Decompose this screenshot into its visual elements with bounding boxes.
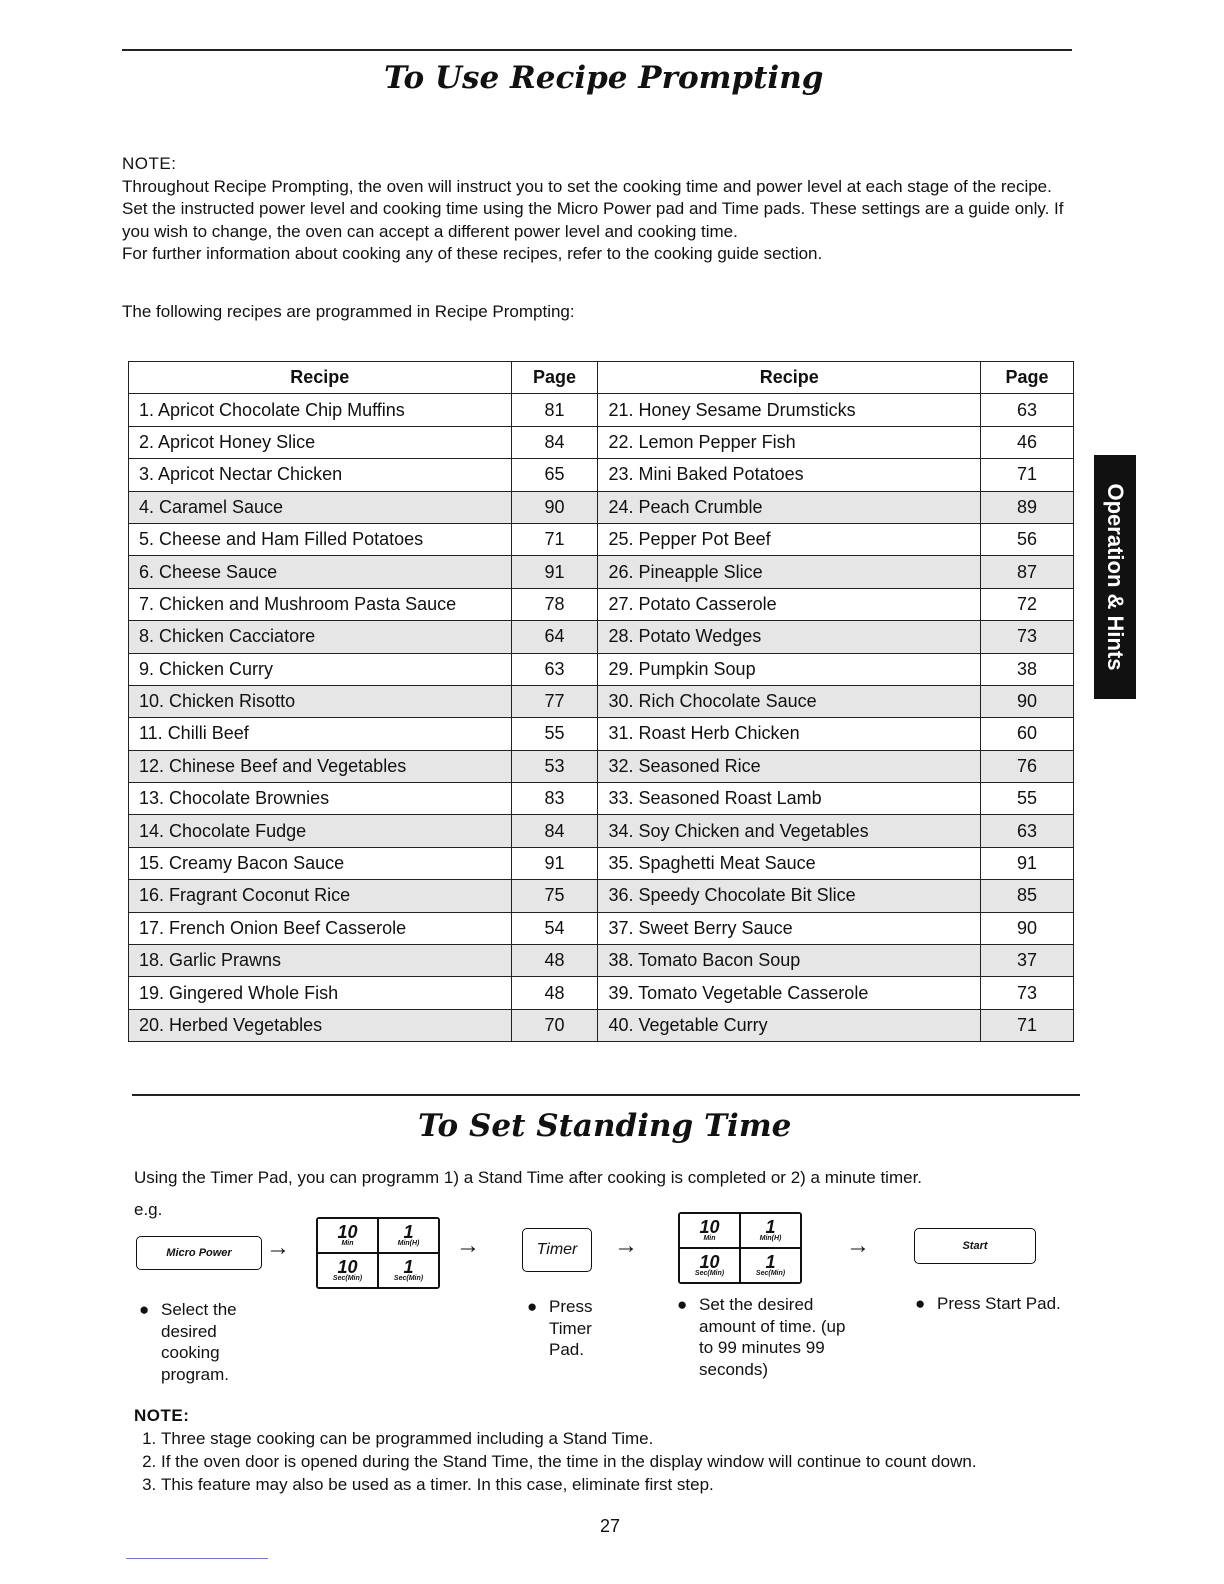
- recipe-left-cell: 18. Garlic Prawns: [129, 945, 512, 977]
- recipe-left-cell: 8. Chicken Cacciatore: [129, 621, 512, 653]
- page-left-cell: 48: [511, 945, 598, 977]
- page-left-cell: 77: [511, 685, 598, 717]
- table-row: [129, 750, 1074, 782]
- table-row: [129, 783, 1074, 815]
- recipe-right-cell: 36. Speedy Chocolate Bit Slice: [598, 880, 981, 912]
- page-right-cell: 87: [981, 556, 1074, 588]
- recipe-left-cell: 2. Apricot Honey Slice: [129, 426, 512, 458]
- recipe-left-cell: 16. Fragrant Coconut Rice: [129, 880, 512, 912]
- header-recipe-left: Recipe: [129, 362, 512, 394]
- page-right-cell: 63: [981, 815, 1074, 847]
- page-left-cell: 81: [511, 394, 598, 426]
- table-row: [129, 523, 1074, 555]
- recipe-right-cell: 38. Tomato Bacon Soup: [598, 945, 981, 977]
- arrow-icon: →: [614, 1232, 638, 1259]
- page-right-cell: 71: [981, 1009, 1074, 1041]
- step-2-text: Press Timer Pad.: [549, 1297, 593, 1359]
- table-row: [129, 653, 1074, 685]
- bullet-icon: ●: [677, 1295, 688, 1314]
- recipe-right-cell: 26. Pineapple Slice: [598, 556, 981, 588]
- page-left-cell: 78: [511, 588, 598, 620]
- ten-sec-label: Sec(Min): [332, 1274, 363, 1282]
- ten-sec-label-2: Sec(Min): [694, 1269, 725, 1277]
- table-row: [129, 621, 1074, 653]
- recipe-left-cell: 17. French Onion Beef Casserole: [129, 912, 512, 944]
- time-pad-grid-2[interactable]: [678, 1212, 802, 1284]
- recipe-table: [128, 361, 1074, 1042]
- recipe-left-cell: 4. Caramel Sauce: [129, 491, 512, 523]
- page-right-cell: 55: [981, 783, 1074, 815]
- arrow-icon: →: [846, 1232, 870, 1259]
- recipe-right-cell: 40. Vegetable Curry: [598, 1009, 981, 1041]
- page-right-cell: 38: [981, 653, 1074, 685]
- page-left-cell: 65: [511, 459, 598, 491]
- middle-rule: [132, 1094, 1080, 1096]
- one-sec-pad[interactable]: [378, 1253, 439, 1288]
- recipe-left-cell: 9. Chicken Curry: [129, 653, 512, 685]
- step-3: [677, 1294, 864, 1380]
- table-row: [129, 718, 1074, 750]
- one-sec-label-2: Sec(Min): [755, 1269, 786, 1277]
- one-min-value-2: 1: [765, 1216, 776, 1237]
- recipe-right-cell: 27. Potato Casserole: [598, 588, 981, 620]
- side-tab-label: Operation & Hints: [1103, 483, 1128, 671]
- page-right-cell: 73: [981, 977, 1074, 1009]
- recipe-right-cell: 22. Lemon Pepper Fish: [598, 426, 981, 458]
- page-right-cell: 60: [981, 718, 1074, 750]
- step-1-text: Select the desired cooking program.: [161, 1300, 237, 1384]
- recipe-prompting-note: [122, 153, 1082, 266]
- time-pad-grid[interactable]: [316, 1217, 440, 1289]
- note-text: Throughout Recipe Prompting, the oven will instruct you to set the cooking time and power level at each stage of the recipe. Set the instructed power level and cooking time using the Micro Power pad and Time pads. These settings are a guide only. If you wish to change, the oven can accept a different power level and cooking time.: [122, 176, 1064, 241]
- one-sec-pad-2[interactable]: [740, 1248, 801, 1283]
- note-item: 2. If the oven door is opened during the Stand Time, the time in the display window will continue to count down.: [161, 1450, 1054, 1473]
- ten-sec-value-2: 10: [699, 1251, 720, 1272]
- recipe-right-cell: 28. Potato Wedges: [598, 621, 981, 653]
- table-row: [129, 459, 1074, 491]
- top-rule: [122, 49, 1072, 51]
- one-min-label-2: Min(H): [759, 1234, 782, 1242]
- recipe-left-cell: 1. Apricot Chocolate Chip Muffins: [129, 394, 512, 426]
- table-header-row: [129, 362, 1074, 394]
- table-row: [129, 880, 1074, 912]
- programmed-intro: The following recipes are programmed in Recipe Prompting:: [122, 302, 575, 321]
- side-tab: [1094, 455, 1136, 699]
- ten-sec-pad[interactable]: [317, 1253, 378, 1288]
- start-pad[interactable]: Start: [914, 1228, 1036, 1264]
- page-left-cell: 90: [511, 491, 598, 523]
- recipe-right-cell: 33. Seasoned Roast Lamb: [598, 783, 981, 815]
- recipe-right-cell: 29. Pumpkin Soup: [598, 653, 981, 685]
- page-right-cell: 91: [981, 847, 1074, 879]
- recipe-right-cell: 39. Tomato Vegetable Casserole: [598, 977, 981, 1009]
- step-2: [527, 1296, 619, 1361]
- notes-list: [134, 1427, 1054, 1496]
- page-right-cell: 85: [981, 880, 1074, 912]
- page-left-cell: 91: [511, 847, 598, 879]
- recipe-right-cell: 30. Rich Chocolate Sauce: [598, 685, 981, 717]
- standing-time-intro: Using the Timer Pad, you can programm 1) a Stand Time after cooking is completed or 2) a minute timer.: [134, 1168, 923, 1187]
- recipe-right-cell: 21. Honey Sesame Drumsticks: [598, 394, 981, 426]
- recipe-left-cell: 14. Chocolate Fudge: [129, 815, 512, 847]
- page-left-cell: 84: [511, 815, 598, 847]
- page-left-cell: 91: [511, 556, 598, 588]
- page-right-cell: 46: [981, 426, 1074, 458]
- table-row: [129, 945, 1074, 977]
- recipe-right-cell: 25. Pepper Pot Beef: [598, 523, 981, 555]
- recipe-left-cell: 12. Chinese Beef and Vegetables: [129, 750, 512, 782]
- ten-min-label: Min: [341, 1239, 354, 1247]
- page-right-cell: 89: [981, 491, 1074, 523]
- arrow-icon: →: [456, 1232, 480, 1259]
- step-4: [915, 1293, 1097, 1315]
- arrow-icon: →: [266, 1234, 290, 1261]
- header-recipe-right: Recipe: [598, 362, 981, 394]
- standing-time-notes: [134, 1404, 1054, 1496]
- page-left-cell: 83: [511, 783, 598, 815]
- note-item: 3. This feature may also be used as a timer. In this case, eliminate first step.: [161, 1473, 1054, 1496]
- ten-min-value-2: 10: [699, 1216, 720, 1237]
- ten-sec-pad-2[interactable]: [679, 1248, 740, 1283]
- ten-min-pad-2[interactable]: [679, 1213, 740, 1248]
- table-row: [129, 556, 1074, 588]
- standing-time-title: To Set Standing Time: [418, 1108, 792, 1144]
- recipe-right-cell: 24. Peach Crumble: [598, 491, 981, 523]
- page-left-cell: 54: [511, 912, 598, 944]
- recipe-right-cell: 35. Spaghetti Meat Sauce: [598, 847, 981, 879]
- notes-label: NOTE:: [134, 1406, 190, 1425]
- table-row: [129, 1009, 1074, 1041]
- footer-rule: [126, 1558, 268, 1559]
- note-item: 1. Three stage cooking can be programmed including a Stand Time.: [161, 1427, 1054, 1450]
- one-min-value: 1: [403, 1221, 414, 1242]
- recipe-left-cell: 20. Herbed Vegetables: [129, 1009, 512, 1041]
- page-number: 27: [600, 1516, 621, 1536]
- ten-sec-value: 10: [337, 1256, 358, 1277]
- further-info-text: For further information about cooking any of these recipes, refer to the cooking guide section.: [122, 244, 823, 263]
- page-left-cell: 64: [511, 621, 598, 653]
- table-row: [129, 977, 1074, 1009]
- page-left-cell: 71: [511, 523, 598, 555]
- recipe-left-cell: 19. Gingered Whole Fish: [129, 977, 512, 1009]
- table-row: [129, 685, 1074, 717]
- recipe-right-cell: 31. Roast Herb Chicken: [598, 718, 981, 750]
- recipe-left-cell: 13. Chocolate Brownies: [129, 783, 512, 815]
- page-right-cell: 72: [981, 588, 1074, 620]
- one-min-pad-2[interactable]: [740, 1213, 801, 1248]
- recipe-right-cell: 23. Mini Baked Potatoes: [598, 459, 981, 491]
- recipe-left-cell: 15. Creamy Bacon Sauce: [129, 847, 512, 879]
- table-row: [129, 912, 1074, 944]
- recipe-prompting-title: To Use Recipe Prompting: [384, 60, 824, 96]
- page-left-cell: 84: [511, 426, 598, 458]
- one-min-pad[interactable]: [378, 1218, 439, 1253]
- page-right-cell: 90: [981, 685, 1074, 717]
- one-sec-value-2: 1: [765, 1251, 776, 1272]
- table-row: [129, 815, 1074, 847]
- table-row: [129, 588, 1074, 620]
- one-min-label: Min(H): [397, 1239, 420, 1247]
- recipe-right-cell: 32. Seasoned Rice: [598, 750, 981, 782]
- table-row: [129, 394, 1074, 426]
- bullet-icon: ●: [527, 1297, 538, 1316]
- bullet-icon: ●: [139, 1300, 150, 1319]
- page-left-cell: 55: [511, 718, 598, 750]
- step-3-text: Set the desired amount of time. (up to 99 minutes 99 seconds): [699, 1295, 846, 1379]
- page-left-cell: 63: [511, 653, 598, 685]
- example-label: e.g.: [134, 1200, 163, 1219]
- table-row: [129, 491, 1074, 523]
- recipe-right-cell: 37. Sweet Berry Sauce: [598, 912, 981, 944]
- page-left-cell: 53: [511, 750, 598, 782]
- ten-min-label-2: Min: [703, 1234, 716, 1242]
- page-right-cell: 73: [981, 621, 1074, 653]
- step-4-text: Press Start Pad.: [937, 1294, 1061, 1313]
- step-1: [139, 1299, 271, 1385]
- note-label: NOTE:: [122, 154, 177, 173]
- bullet-icon: ●: [915, 1294, 926, 1313]
- page-left-cell: 48: [511, 977, 598, 1009]
- one-sec-label: Sec(Min): [393, 1274, 424, 1282]
- recipe-left-cell: 6. Cheese Sauce: [129, 556, 512, 588]
- ten-min-value: 10: [337, 1221, 358, 1242]
- table-row: [129, 426, 1074, 458]
- header-page-left: Page: [511, 362, 598, 394]
- recipe-table-body: [129, 394, 1074, 1042]
- page-right-cell: 90: [981, 912, 1074, 944]
- page-right-cell: 71: [981, 459, 1074, 491]
- one-sec-value: 1: [403, 1256, 414, 1277]
- page-right-cell: 56: [981, 523, 1074, 555]
- page-left-cell: 70: [511, 1009, 598, 1041]
- table-row: [129, 847, 1074, 879]
- recipe-left-cell: 10. Chicken Risotto: [129, 685, 512, 717]
- page-left-cell: 75: [511, 880, 598, 912]
- ten-min-pad[interactable]: [317, 1218, 378, 1253]
- recipe-right-cell: 34. Soy Chicken and Vegetables: [598, 815, 981, 847]
- timer-pad[interactable]: Timer: [522, 1228, 592, 1272]
- recipe-left-cell: 5. Cheese and Ham Filled Potatoes: [129, 523, 512, 555]
- recipe-left-cell: 7. Chicken and Mushroom Pasta Sauce: [129, 588, 512, 620]
- micro-power-pad[interactable]: Micro Power: [136, 1236, 262, 1270]
- recipe-left-cell: 3. Apricot Nectar Chicken: [129, 459, 512, 491]
- page-right-cell: 76: [981, 750, 1074, 782]
- header-page-right: Page: [981, 362, 1074, 394]
- page-right-cell: 37: [981, 945, 1074, 977]
- page-right-cell: 63: [981, 394, 1074, 426]
- recipe-left-cell: 11. Chilli Beef: [129, 718, 512, 750]
